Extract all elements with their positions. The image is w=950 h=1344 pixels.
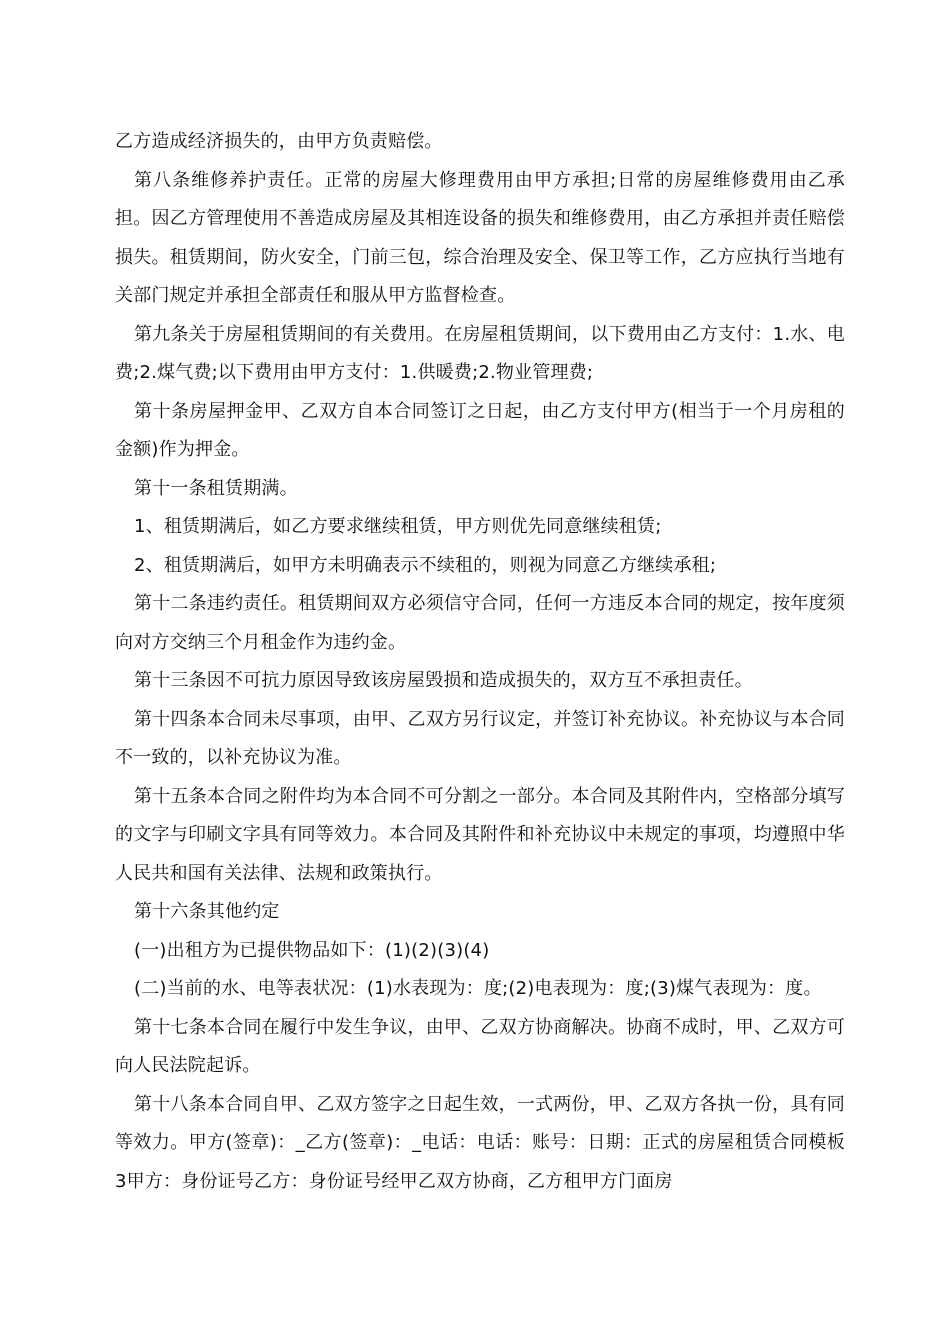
document-body	[115, 123, 845, 1201]
paragraph-article-16: 第十六条其他约定	[134, 901, 280, 922]
paragraph-article-18: 第十八条本合同自甲、乙双方签字之日起生效，一式两份，甲、乙双方各执一份，具有同等效力。甲方(签章)：_乙方(签章)：_电话：电话：账号：日期：正式的房屋租赁合同模板3甲方：身份证号乙方：身份证号经甲乙双方协商，乙方租甲方门面房	[115, 1093, 845, 1192]
paragraph-article-11-item-1: 1、租赁期满后，如乙方要求继续租赁，甲方则优先同意继续租赁;	[134, 516, 662, 537]
paragraph-article-16-item-2: (二)当前的水、电等表状况：(1)水表现为：度;(2)电表现为：度;(3)煤气表现为：度。	[134, 978, 822, 999]
paragraph-article-10: 第十条房屋押金甲、乙双方自本合同签订之日起，由乙方支付甲方(相当于一个月房租的金额)作为押金。	[115, 400, 845, 460]
paragraph-article-11-item-2: 2、租赁期满后，如甲方未明确表示不续租的，则视为同意乙方继续承租;	[134, 554, 717, 576]
paragraph-article-14: 第十四条本合同未尽事项，由甲、乙双方另行议定，并签订补充协议。补充协议与本合同不一致的，以补充协议为准。	[115, 708, 845, 768]
paragraph-article-12: 第十二条违约责任。租赁期间双方必须信守合同，任何一方违反本合同的规定，按年度须向对方交纳三个月租金作为违约金。	[115, 593, 845, 653]
paragraph-article-8: 第八条维修养护责任。正常的房屋大修理费用由甲方承担;日常的房屋维修费用由乙承担。因乙方管理使用不善造成房屋及其相连设备的损失和维修费用，由乙方承担并责任赔偿损失。租赁期间，防火安全，门前三包，综合治理及安全、保卫等工作，乙方应执行当地有关部门规定并承担全部责任和服从甲方监督检查。	[115, 169, 845, 306]
paragraph-article-11: 第十一条租赁期满。	[134, 477, 298, 499]
paragraph-article-9: 第九条关于房屋租赁期间的有关费用。在房屋租赁期间，以下费用由乙方支付：1.水、电费;2.煤气费;以下费用由甲方支付：1.供暖费;2.物业管理费;	[115, 323, 845, 383]
paragraph-article-15: 第十五条本合同之附件均为本合同不可分割之一部分。本合同及其附件内，空格部分填写的文字与印刷文字具有同等效力。本合同及其附件和补充协议中未规定的事项，均遵照中华人民共和国有关法律、法规和政策执行。	[115, 785, 845, 884]
paragraph-article-13: 第十三条因不可抗力原因导致该房屋毁损和造成损失的，双方互不承担责任。	[134, 670, 753, 691]
paragraph-1: 乙方造成经济损失的，由甲方负责赔偿。	[115, 131, 443, 152]
paragraph-article-17: 第十七条本合同在履行中发生争议，由甲、乙双方协商解决。协商不成时，甲、乙双方可向人民法院起诉。	[115, 1016, 845, 1076]
paragraph-article-16-item-1: (一)出租方为已提供物品如下：(1)(2)(3)(4)	[134, 939, 490, 961]
